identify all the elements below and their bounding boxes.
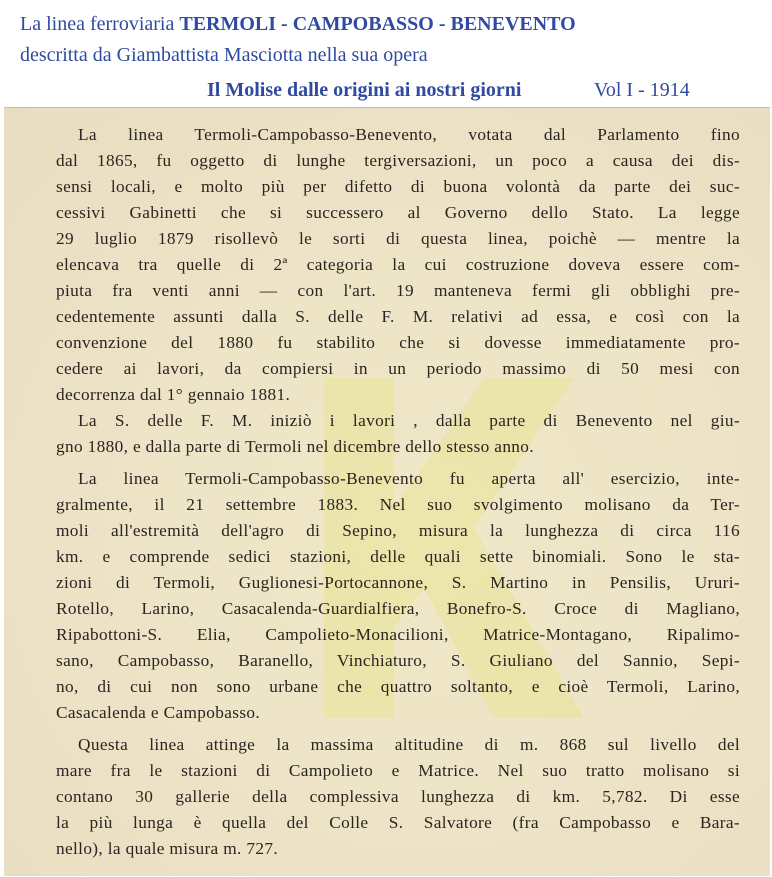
text-line: la più lunga è quella del Colle S. Salvatore (fra Campobasso e Bara- <box>56 813 740 832</box>
text-line: no, di cui non sono urbane che quattro soltanto, e cioè Termoli, Larino, <box>56 677 740 696</box>
volume-label: Vol I - 1914 <box>594 79 690 101</box>
text-line: Rotello, Larino, Casacalenda-Guardialfiera, Bonefro-S. Croce di Magliano, <box>56 599 740 618</box>
paragraph-1 <box>34 122 740 408</box>
scanned-page <box>4 107 770 876</box>
text-line: La linea Termoli-Campobasso-Benevento, votata dal Parlamento fino <box>78 125 740 144</box>
text-line: mare fra le stazioni di Campolieto e Matrice. Nel suo tratto molisano si <box>56 761 740 780</box>
text-line: La S. delle F. M. iniziò i lavori , dalla parte di Benevento nel giu- <box>78 411 740 430</box>
header-subtitle: descritta da Giambattista Masciotta nella sua opera <box>20 44 428 66</box>
text-line: Ripabottoni-S. Elia, Campolieto-Monacilioni, Matrice-Montagano, Ripalimo- <box>56 625 740 644</box>
header-title: La linea ferroviaria TERMOLI - CAMPOBASSO - BENEVENTO <box>20 13 576 35</box>
text-line: gralmente, il 21 settembre 1883. Nel suo svolgimento molisano da Ter- <box>56 495 740 514</box>
text-line: piuta fra venti anni — con l'art. 19 manteneva fermi gli obblighi pre- <box>56 281 740 300</box>
text-line: sensi locali, e molto più per difetto di buona volontà da parte dei suc- <box>56 177 740 196</box>
header-route: TERMOLI - CAMPOBASSO - BENEVENTO <box>179 13 576 35</box>
article-text <box>34 122 740 862</box>
text-line: cedere ai lavori, da compiersi in un periodo massimo di 50 mesi con <box>56 359 740 378</box>
text-line: dal 1865, fu oggetto di lunghe tergiversazioni, un poco a causa dei dis- <box>56 151 740 170</box>
text-line: moli all'estremità dell'agro di Sepino, misura la lunghezza di circa 116 <box>56 521 740 540</box>
text-line: contano 30 gallerie della complessiva lunghezza di km. 5,782. Di esse <box>56 787 740 806</box>
text-line: cessivi Gabinetti che si successero al Governo dello Stato. La legge <box>56 203 740 222</box>
text-line: km. e comprende sedici stazioni, delle quali sette binomiali. Sono le sta- <box>56 547 740 566</box>
text-line: sano, Campobasso, Baranello, Vinchiaturo, S. Giuliano del Sannio, Sepi- <box>56 651 740 670</box>
text-line: convenzione del 1880 fu stabilito che si dovesse immediatamente pro- <box>56 333 740 352</box>
header-banner <box>0 0 772 108</box>
text-line: elencava tra quelle di 2ª categoria la cui costruzione doveva essere com- <box>56 255 740 274</box>
text-line: La linea Termoli-Campobasso-Benevento fu aperta all' esercizio, inte- <box>78 469 740 488</box>
text-line: zioni di Termoli, Guglionesi-Portocannone, S. Martino in Pensilis, Ururi- <box>56 573 740 592</box>
paragraph-2 <box>34 408 740 460</box>
paragraph-3 <box>34 466 740 726</box>
text-line: 29 luglio 1879 risollevò le sorti di questa linea, poichè — mentre la <box>56 229 740 248</box>
text-line: gno 1880, e dalla parte di Termoli nel dicembre dello stesso anno. <box>56 437 534 456</box>
paragraph-4 <box>34 732 740 862</box>
text-line: nello), la quale misura m. 727. <box>56 839 279 858</box>
text-line: Questa linea attinge la massima altitudine di m. 868 sul livello del <box>78 735 740 754</box>
text-line: decorrenza dal 1° gennaio 1881. <box>56 385 291 404</box>
text-line: cedentemente assunti dalla S. delle F. M. relativi ad essa, e così con la <box>56 307 740 326</box>
book-title: Il Molise dalle origini ai nostri giorni <box>207 79 522 101</box>
text-line: Casacalenda e Campobasso. <box>56 703 261 722</box>
